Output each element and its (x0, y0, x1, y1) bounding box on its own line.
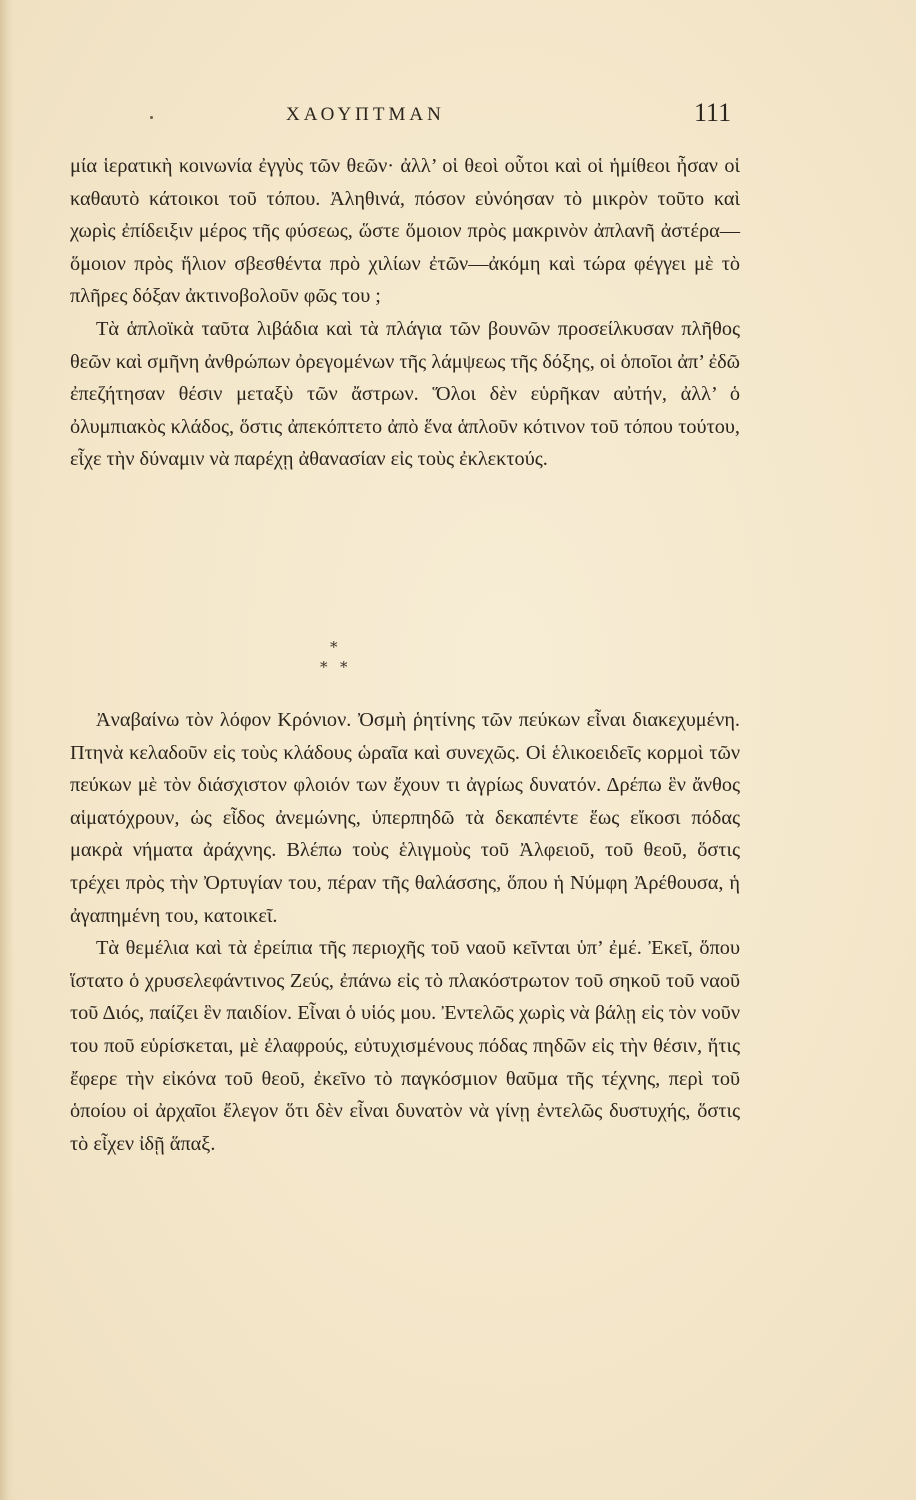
running-title: ΧΑΟΥΠΤΜΑΝ (286, 104, 445, 125)
header-dot-mark (150, 116, 153, 119)
page-binding-edge (0, 0, 14, 1500)
section-break-asterism (0, 632, 916, 692)
paragraph: Τὰ θεμέλια καὶ τὰ ἐρείπια τῆς περιοχῆς τοῦ ναοῦ κεῖνται ὑπ’ ἐμέ. Ἐκεῖ, ὅπου ἵστατο ὁ χρυσελεφάντινος Ζεύς, ἐπάνω εἰς τὸ πλακόστρωτον τοῦ σηκοῦ τοῦ ναοῦ τοῦ Διός, παίζει ἓν παιδίον. Εἶναι ὁ υἱός μου. Ἐντελῶς χωρὶς νὰ βάλῃ εἰς τὸν νοῦν του ποῦ εὑρίσκεται, μὲ ἐλαφρούς, εὐτυχισμένους πόδας πηδῶν εἰς τὴν θέσιν, ἥτις ἔφερε τὴν εἰκόνα τοῦ θεοῦ, ἐκεῖνο τὸ παγκόσμιον θαῦμα τῆς τέχνης, περὶ τοῦ ὁποίου οἱ ἀρχαῖοι ἔλεγον ὅτι δὲν εἶναι δυνατὸν νὰ γίνῃ ἐντελῶς δυστυχής, ὅστις τὸ εἶχεν ἰδῇ ἅπαξ. (70, 937, 740, 1155)
text-block-upper (70, 150, 740, 476)
paragraph: Ἀναβαίνω τὸν λόφον Κρόνιον. Ὀσμὴ ῥητίνης τῶν πεύκων εἶναι διακεχυμένη. Πτηνὰ κελαδοῦν εἰς τοὺς κλάδους ὡραῖα καὶ συνεχῶς. Οἱ ἑλικοειδεῖς κορμοὶ τῶν πεύκων μὲ τὸν διάσχιστον φλοιόν των ἔχουν τι ἀγρίως δυνατόν. Δρέπω ἓν ἄνθος αἱματόχρουν, ὡς εἶδος ἀνεμώνης, ὑπερπηδῶ τὰ δεκαπέντε ἕως εἴκοσι πόδας μακρὰ νήματα ἀράχνης. Βλέπω τοὺς ἑλιγμοὺς τοῦ Ἀλφειοῦ, τοῦ θεοῦ, ὅστις τρέχει πρὸς τὴν Ὀρτυγίαν του, πέραν τῆς θαλάσσης, ὅπου ἡ Νύμφη Ἀρέθουσα, ἡ ἀγαπημένη του, κατοικεῖ. (70, 709, 740, 927)
paragraph: Τὰ ἁπλοϊκὰ ταῦτα λιβάδια καὶ τὰ πλάγια τῶν βουνῶν προσείλκυσαν πλῆθος θεῶν καὶ σμῆνη ἀνθρώπων ὀρεγομένων τῆς λάμψεως τῆς δόξης, οἱ ὁποῖοι ἀπ’ ἐδῶ ἐπεζήτησαν θέσιν μεταξὺ τῶν ἄστρων. Ὅλοι δὲν εὑρῆκαν αὐτήν, ἀλλ’ ὁ ὀλυμπιακὸς κλάδος, ὅστις ἀπεκόπτετο ἀπὸ ἕνα ἁπλοῦν κότινον τοῦ τόπου τούτου, εἶχε τὴν δύναμιν νὰ παρέχῃ ἀθανασίαν εἰς τοὺς ἐκλεκτούς. (70, 317, 740, 471)
page-header (0, 98, 916, 138)
asterism-star-left: * (320, 658, 328, 676)
text-block-lower (70, 704, 740, 1160)
asterism-star-right: * (340, 658, 348, 676)
paragraph-continuation: μία ἱερατικὴ κοινωνία ἐγγὺς τῶν θεῶν· ἀλλ’ οἱ θεοὶ οὗτοι καὶ οἱ ἡμίθεοι ἦσαν οἱ καθαυτὸ κάτοικοι τοῦ τόπου. Ἀληθινά, πόσον εὐνόησαν τὸ μικρὸν τοῦτο καὶ χωρὶς ἐπίδειξιν μέρος τῆς φύσεως, ὥστε ὅμοιον πρὸς μακρινὸν ἀπλανῆ ἀστέρα—ὅμοιον πρὸς ἥλιον σβεσθέντα πρὸ χιλίων ἐτῶν—ἀκόμη καὶ τώρα φέγγει μὲ τὸ πλῆρες δόξαν ἀκτινοβολοῦν φῶς του ; (70, 155, 740, 308)
asterism-star-top: * (330, 638, 338, 656)
page-number: 111 (694, 98, 732, 127)
